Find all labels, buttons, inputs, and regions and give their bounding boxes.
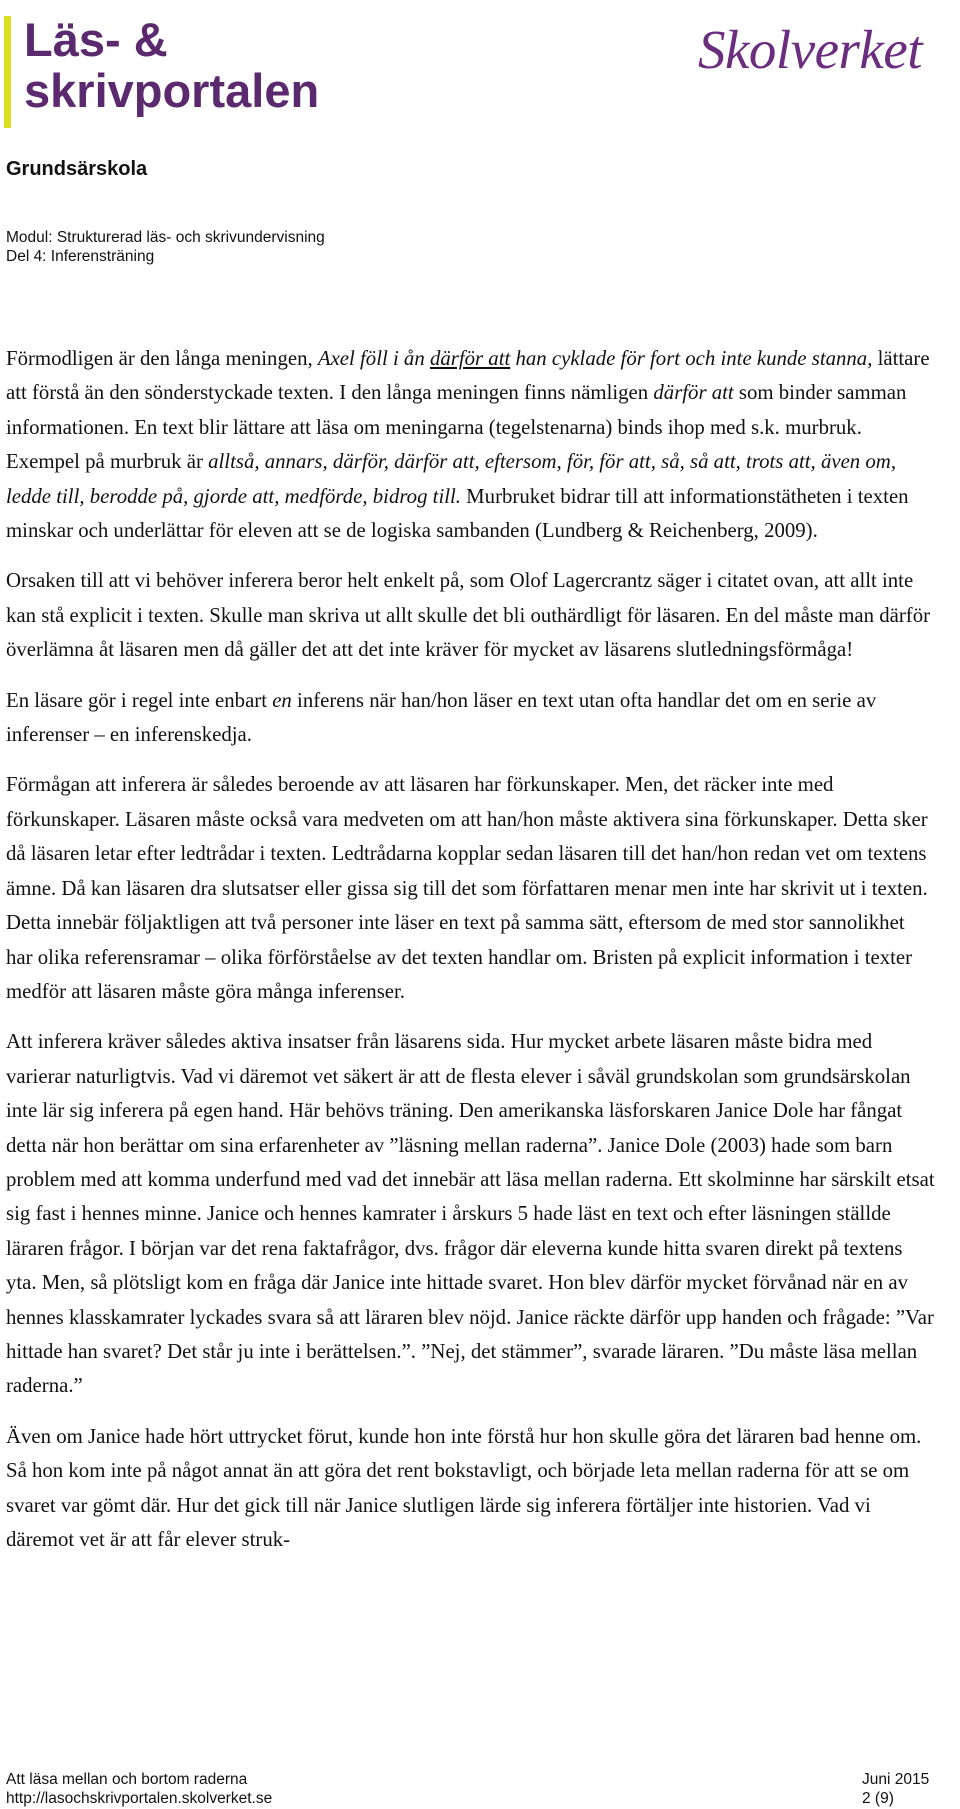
part-line: Del 4: Inferensträning [6, 248, 155, 265]
p1-text-g: som binder samman informationen. En text blir lättare att läsa om meningarna (tegelstenarna) binds ihop med s.k. murbruk. Exempel på murbruk är [6, 381, 907, 474]
p1-text-e: lättare att förstå än den sönderstyckade texten. I den långa meningen finns nämligen [6, 347, 930, 405]
paragraph-1 [6, 342, 936, 548]
footer-title: Att läsa mellan och bortom raderna [6, 1771, 248, 1788]
p1-example-italic-end: han cyklade för fort och inte kunde stanna, [510, 347, 873, 370]
module-line: Modul: Strukturerad läs- och skrivundervisning [6, 229, 325, 246]
footer-date: Juni 2015 [862, 1771, 930, 1788]
p1-text-i: Murbruket bidrar till att informationstätheten i texten minskar och underlättar för eleven att se de logiska sambanden (Lundberg & Reichenberg, 2009). [6, 484, 909, 543]
paragraph-2: Orsaken till att vi behöver inferera beror helt enkelt på, som Olof Lagercrantz säger i citatet ovan, att allt inte kan stå explicit i texten. Skulle man skriva ut allt skulle det bli outhärdligt för läsaren. En del måste man därför överlämna åt läsaren men då gäller det att det inte kräver för mycket av läsarens slutledningsförmåga! [6, 569, 931, 662]
paragraph-6: Även om Janice hade hört uttrycket förut, kunde hon inte förstå hur hon skulle göra det läraren bad henne om. Så hon kom inte på något annat än att göra det rent bokstavligt, och började leta mellan raderna för att se om svaret var gömt där. Hur det gick till när Janice slutligen lärde sig inferera förtäljer inte historien. Vad vi däremot vet är att får elever struk- [6, 1424, 922, 1551]
p1-text-a: Förmodligen är den långa meningen, [6, 347, 318, 370]
p3-emphasis: en [272, 688, 292, 712]
p1-connector-italic: därför att [653, 381, 734, 405]
document-body [6, 342, 936, 1557]
accent-bar [4, 16, 11, 128]
page-number: 2 (9) [862, 1790, 894, 1807]
portal-brand [24, 14, 319, 116]
paragraph-4: Förmågan att inferera är således beroende av att läsaren har förkunskaper. Men, det räcker inte med förkunskaper. Läsaren måste också vara medveten om att han/hon måste aktivera sina förkunskaper. Detta sker då läsaren letar efter ledtrådar i texten. Ledtrådarna kopplar sedan läsaren till det han/hon redan vet om textens ämne. Då kan läsaren dra slutsatser eller gissa sig till det som författaren menar men inte har skrivit ut i texten. Detta innebär följaktligen att två personer inte läser en text på samma sätt, eftersom de med stor sannolikhet har olika referensramar – olika förförståelse av det texten handlar om. Bristen på explicit information i texter medför att läsaren måste göra många inferenser. [6, 773, 928, 1003]
footer-url[interactable]: http://lasochskrivportalen.skolverket.se [6, 1790, 273, 1807]
p1-murbruk-list: alltså, annars, därför, därför att, eftersom, för, för att, så, så att, trots att, även om, ledde till, berodde på, gjorde att, medförde, bidrog till. [6, 450, 897, 508]
module-info [6, 228, 325, 266]
p1-example-italic: Axel föll i ån [317, 347, 430, 370]
p3-text-c: inferens när han/hon läser en text utan ofta handlar det om en serie av inferenser – en inferenskedja. [6, 688, 877, 747]
skolverket-logo: Skolverket [698, 19, 923, 80]
paragraph-3 [6, 684, 936, 753]
brand-line-1: Läs- & [24, 13, 168, 66]
p1-example-underlined: därför att [429, 347, 511, 370]
p3-text-a: En läsare gör i regel inte enbart [6, 688, 273, 712]
paragraph-5: Att inferera kräver således aktiva insatser från läsarens sida. Hur mycket arbete läsaren måste bidra med varierar naturligtvis. Vad vi däremot vet säkert är att de flesta elever i såväl grundskolan som grundsärskolan inte lär sig inferera på egen hand. Här behövs träning. Den amerikanska läsforskaren Janice Dole har fångat detta när hon berättar om sina erfarenheter av ”läsning mellan raderna”. Janice Dole (2003) hade som barn problem med att komma underfund med vad det innebär att läsa mellan raderna. Ett skolminne har särskilt etsat sig fast i hennes minne. Janice och hennes kamrater i årskurs 5 hade läst en text och efter läsningen ställde läraren frågor. I början var det rena faktafrågor, dvs. frågor där eleverna kunde hitta svaren direkt på textens yta. Men, så plötsligt kom en fråga där Janice inte hittade svaret. Hon blev därför mycket förvånad när en av hennes klasskamrater lyckades svara så att läraren blev nöjd. Janice räckte därför upp handen och frågade: ”Var hittade han svaret? Det står ju inte i berättelsen.”. ”Nej, det stämmer”, svarade läraren. ”Du måste läsa mellan raderna.” [6, 1030, 935, 1398]
page-footer [6, 1770, 942, 1808]
school-heading: Grundsärskola [6, 158, 148, 180]
brand-line-2: skrivportalen [24, 64, 320, 117]
